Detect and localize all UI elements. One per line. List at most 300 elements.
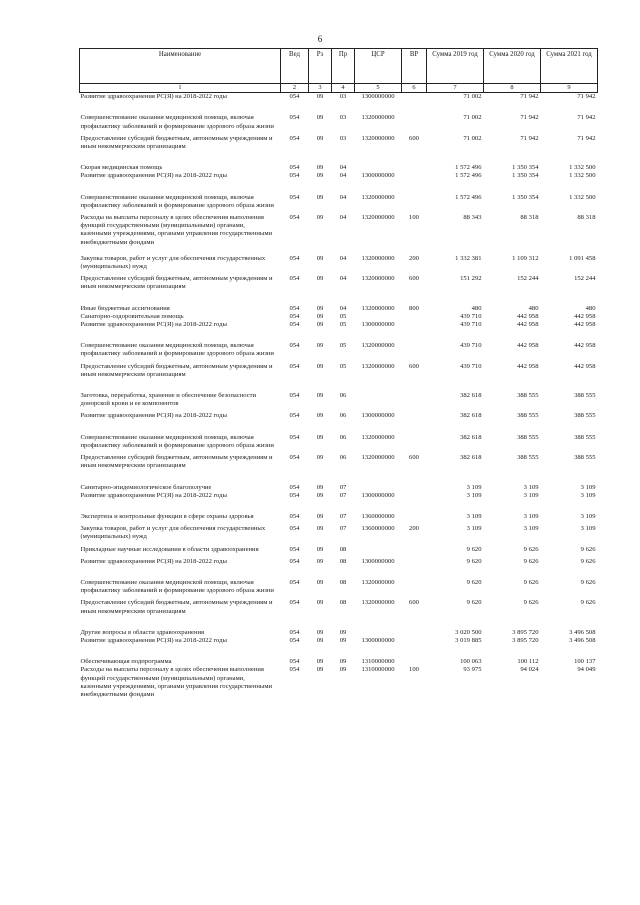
row-rz: 09 [316,636,324,644]
row-name: Предоставление субсидий бюджетным, автономным учреждениям и иным некоммерческим организациям [80,134,273,151]
table-row [80,513,598,525]
row-vr: 200 [409,525,419,533]
row-vr [402,629,427,637]
row-ved: 054 [289,93,300,101]
table-row [80,255,598,275]
row-sum-2020: 152 244 [517,275,539,283]
row-sum-2019: 382 618 [460,392,482,400]
row-sum-2020: 94 024 [520,666,539,674]
row-sum-2019: 100 063 [460,658,482,666]
row-ved: 054 [289,275,300,283]
row-sum-2019: 1 572 496 [455,193,482,201]
row-rz: 09 [316,545,324,553]
column-number: 8 [484,84,541,93]
row-ved: 054 [289,392,300,400]
header-pr: Пр [332,49,355,84]
row-sum-2021: 388 555 [574,433,596,441]
table-row [80,599,598,628]
row-rz: 09 [316,412,324,420]
row-csr [355,392,402,412]
row-vr [402,412,427,433]
row-sum-2020: 442 958 [517,362,539,370]
row-name: Заготовка, переработка, хранение и обеспечение безопасности донорской крови и ее компонентов [80,392,257,408]
row-pr: 04 [339,304,347,312]
header-rz: Рз [309,49,332,84]
row-vr [402,492,427,513]
table-row [80,629,598,637]
row-sum-2020: 480 [528,304,539,312]
row-vr [402,434,427,454]
row-name: Совершенствование оказания медицинской помощи, включая профилактику заболеваний и формирование здорового образа жизни [80,578,274,595]
row-sum-2020: 88 318 [520,214,539,222]
row-sum-2021: 71 942 [577,93,596,101]
row-csr: 1320000000 [361,275,395,283]
row-name: Совершенствование оказания медицинской помощи, включая профилактику заболеваний и формирование здорового образа жизни [80,114,274,130]
row-sum-2021: 100 137 [574,658,596,666]
row-rz: 09 [316,304,324,312]
row-sum-2021: 9 626 [580,557,596,565]
row-name: Предоставление субсидий бюджетным, автономным учреждениям и иным некоммерческим организациям [80,454,273,470]
row-sum-2021: 9 626 [580,545,596,553]
row-vr [402,558,427,579]
row-sum-2019: 88 343 [463,214,482,222]
row-rz: 09 [316,93,324,101]
row-sum-2021: 1 091 458 [569,254,596,262]
row-rz: 09 [316,193,324,201]
row-ved: 054 [289,342,300,350]
row-rz: 09 [316,599,324,607]
row-sum-2019: 439 710 [460,321,482,329]
table-row [80,321,598,342]
row-sum-2019: 9 620 [466,545,482,553]
row-sum-2021: 3 109 [580,512,596,520]
row-pr: 04 [339,275,347,283]
row-sum-2020: 442 958 [517,312,539,320]
row-sum-2021: 388 555 [574,412,596,420]
table-row [80,434,598,454]
table-row [80,579,598,599]
row-rz: 09 [316,433,324,441]
row-sum-2020: 1 350 354 [512,172,539,180]
row-sum-2019: 3 019 885 [455,636,482,644]
row-rz: 09 [316,321,324,329]
row-sum-2021: 9 626 [580,578,596,586]
row-name: Расходы на выплаты персоналу в целях обеспечения выполнения функций государственными (муниципальными) органами, казенными учреждениями, органами управления государственными внебюджетными фондами [80,666,273,698]
table-row [80,214,598,255]
row-csr [355,164,402,172]
header-csr: ЦСР [355,49,402,84]
row-vr: 600 [409,599,419,607]
table-row [80,492,598,513]
row-name: Предоставление субсидий бюджетным, автономным учреждениям и иным некоммерческим организациям [80,599,273,615]
row-pr: 07 [339,483,347,491]
row-sum-2020: 1 350 354 [512,193,539,201]
row-csr: 1360000000 [361,525,395,533]
row-vr [402,637,427,658]
table-row [80,164,598,172]
row-sum-2020: 388 555 [517,392,539,400]
row-name: Развитие здравоохранения РС(Я) на 2018-2022 годы [80,321,227,329]
row-vr [402,313,427,321]
row-name: Закупка товаров, работ и услуг для обеспечения государственных (муниципальных) нужд [80,254,266,271]
row-sum-2020: 3 109 [523,525,539,533]
row-csr: 1300000000 [361,172,395,180]
table-row [80,363,598,392]
row-pr: 06 [339,412,347,420]
row-ved: 054 [289,164,300,172]
row-sum-2021: 3 109 [580,525,596,533]
row-csr: 1320000000 [361,362,395,370]
row-sum-2020: 442 958 [517,342,539,350]
row-pr: 04 [339,254,347,262]
row-pr: 05 [339,362,347,370]
row-sum-2019: 1 572 496 [455,172,482,180]
row-vr: 600 [409,275,419,283]
row-sum-2020: 388 555 [517,454,539,462]
row-rz: 09 [316,666,324,674]
row-name: Развитие здравоохранения РС(Я) на 2018-2022 годы [80,172,227,180]
table-row [80,172,598,193]
table-row [80,412,598,433]
row-sum-2021: 442 958 [574,321,596,329]
row-sum-2020: 388 555 [517,412,539,420]
header-ved: Вед [281,49,309,84]
row-ved: 054 [289,412,300,420]
row-vr [402,164,427,172]
column-number: 4 [332,84,355,93]
row-pr: 09 [339,658,347,666]
row-ved: 054 [289,512,300,520]
column-number-row [80,84,598,93]
row-ved: 054 [289,304,300,312]
row-ved: 054 [289,312,300,320]
row-pr: 03 [339,93,347,101]
row-sum-2020: 71 942 [520,114,539,122]
row-sum-2021: 3 496 508 [569,628,596,636]
row-pr: 05 [339,312,347,320]
row-sum-2021: 480 [585,304,596,312]
row-rz: 09 [316,214,324,222]
row-name: Экспертиза и контрольные функции в сфере охраны здоровья [80,512,254,520]
row-ved: 054 [289,362,300,370]
row-name: Развитие здравоохранения РС(Я) на 2018-2022 годы [80,636,227,644]
row-csr: 1320000000 [361,214,395,222]
row-vr [402,392,427,412]
row-ved: 054 [289,636,300,644]
row-pr: 07 [339,512,347,520]
row-name: Другие вопросы в области здравоохранения [80,628,205,636]
row-rz: 09 [316,362,324,370]
row-name: Закупка товаров, работ и услуг для обеспечения государственных (муниципальных) нужд [80,525,266,541]
row-name: Развитие здравоохранения РС(Я) на 2018-2022 годы [80,491,227,499]
row-ved: 054 [289,666,300,674]
row-ved: 054 [289,214,300,222]
row-pr: 09 [339,636,347,644]
row-rz: 09 [316,342,324,350]
row-pr: 06 [339,392,347,400]
row-sum-2019: 439 710 [460,312,482,320]
row-sum-2020: 3 109 [523,491,539,499]
row-sum-2021: 442 958 [574,342,596,350]
row-pr: 08 [339,557,347,565]
row-csr: 1320000000 [361,134,395,142]
row-sum-2019: 71 002 [463,114,482,122]
row-pr: 08 [339,545,347,553]
row-csr: 1320000000 [361,454,395,462]
row-sum-2019: 382 618 [460,412,482,420]
row-name: Обеспечивающая подпрограмма [80,658,172,666]
row-vr [402,342,427,362]
row-rz: 09 [316,392,324,400]
row-ved: 054 [289,433,300,441]
header-sum-2021: Сумма 2021 год [541,49,598,84]
row-pr: 04 [339,214,347,222]
row-csr [355,546,402,558]
row-sum-2019: 9 620 [466,557,482,565]
row-name: Расходы на выплаты персоналу в целях обеспечения выполнения функций государственными (муниципальными) органами, казенными учреждениями, органами управления государственными внебюджетными фондами [80,214,273,246]
row-sum-2020: 388 555 [517,433,539,441]
row-vr: 100 [409,666,419,674]
row-name: Скорая медицинская помощь [80,164,163,172]
table-row [80,658,598,666]
table-row [80,114,598,134]
table-row [80,454,598,483]
row-rz: 09 [316,254,324,262]
row-sum-2021: 71 942 [577,114,596,122]
row-sum-2019: 439 710 [460,342,482,350]
row-sum-2021: 388 555 [574,454,596,462]
row-ved: 054 [289,628,300,636]
row-name: Предоставление субсидий бюджетным, автономным учреждениям и иным некоммерческим организациям [80,275,273,291]
header-name: Наименование [80,49,281,84]
row-sum-2019: 1 572 496 [455,164,482,172]
row-vr [402,172,427,193]
column-number: 6 [402,84,427,93]
row-ved: 054 [289,114,300,122]
row-sum-2021: 152 244 [574,275,596,283]
row-sum-2019: 3 109 [466,491,482,499]
row-pr: 06 [339,454,347,462]
row-ved: 054 [289,525,300,533]
row-csr: 1320000000 [361,599,395,607]
row-ved: 054 [289,578,300,586]
row-csr: 1310000000 [361,666,395,674]
row-sum-2019: 93 975 [463,666,482,674]
row-pr: 07 [339,491,347,499]
row-sum-2019: 71 002 [463,134,482,142]
table-row [80,546,598,558]
row-rz: 09 [316,512,324,520]
row-sum-2020: 3 895 720 [512,628,539,636]
row-sum-2021: 388 555 [574,392,596,400]
table-row [80,525,598,545]
row-ved: 054 [289,193,300,201]
row-pr: 08 [339,578,347,586]
row-csr: 1300000000 [361,557,395,565]
row-sum-2021: 1 332 500 [569,164,596,172]
row-sum-2020: 71 942 [520,93,539,101]
table-header-row [80,49,598,84]
row-rz: 09 [316,172,324,180]
row-csr: 1300000000 [361,636,395,644]
row-pr: 07 [339,525,347,533]
column-number: 7 [427,84,484,93]
row-sum-2019: 151 292 [460,275,482,283]
row-pr: 06 [339,433,347,441]
row-sum-2020: 3 895 720 [512,636,539,644]
row-sum-2021: 1 332 500 [569,193,596,201]
row-csr: 1320000000 [361,254,395,262]
row-csr: 1320000000 [361,433,395,441]
table-row [80,194,598,214]
row-csr: 1320000000 [361,114,395,122]
row-vr: 100 [409,214,419,222]
row-csr [355,484,402,492]
row-vr [402,114,427,134]
row-name: Прикладные научные исследования в области здравоохранения [80,545,259,553]
row-vr: 600 [409,134,419,142]
row-sum-2020: 9 626 [523,599,539,607]
header-sum-2020: Сумма 2020 год [484,49,541,84]
row-pr: 05 [339,342,347,350]
row-rz: 09 [316,578,324,586]
column-number: 3 [309,84,332,93]
row-vr [402,546,427,558]
table-row [80,666,598,699]
table-body [80,93,598,699]
row-vr: 800 [409,304,419,312]
row-csr [355,629,402,637]
row-sum-2020: 3 109 [523,512,539,520]
row-sum-2020: 100 112 [517,658,539,666]
row-sum-2019: 71 002 [463,93,482,101]
page-number: 6 [317,34,323,44]
row-rz: 09 [316,312,324,320]
row-sum-2020: 71 942 [520,134,539,142]
row-pr: 09 [339,628,347,636]
table-row [80,305,598,313]
table-row [80,637,598,658]
budget-table [79,48,598,699]
header-sum-2019: Сумма 2019 год [427,49,484,84]
row-sum-2021: 1 332 500 [569,172,596,180]
row-ved: 054 [289,557,300,565]
row-sum-2021: 9 626 [580,599,596,607]
row-sum-2020: 1 109 312 [512,254,539,262]
row-sum-2019: 9 620 [466,599,482,607]
row-sum-2019: 439 710 [460,362,482,370]
row-pr: 04 [339,193,347,201]
row-sum-2020: 9 626 [523,578,539,586]
row-name: Предоставление субсидий бюджетным, автономным учреждениям и иным некоммерческим организациям [80,362,273,378]
row-pr: 09 [339,666,347,674]
row-sum-2020: 9 626 [523,545,539,553]
row-rz: 09 [316,491,324,499]
row-vr: 200 [409,254,419,262]
row-name: Санитарно-эпидемиологическое благополучие [80,483,212,491]
column-number: 2 [281,84,309,93]
row-rz: 09 [316,275,324,283]
row-name: Иные бюджетные ассигнования [80,304,170,312]
column-number: 5 [355,84,402,93]
column-number: 1 [80,84,281,93]
row-csr: 1320000000 [361,304,395,312]
row-ved: 054 [289,599,300,607]
column-number: 9 [541,84,598,93]
row-ved: 054 [289,321,300,329]
row-sum-2021: 88 318 [577,214,596,222]
table-row [80,275,598,304]
row-vr [402,321,427,342]
row-sum-2019: 480 [471,304,482,312]
row-sum-2021: 94 049 [577,666,596,674]
row-pr: 05 [339,321,347,329]
row-ved: 054 [289,658,300,666]
table-row [80,484,598,492]
row-ved: 054 [289,545,300,553]
row-sum-2019: 3 109 [466,512,482,520]
row-vr [402,513,427,525]
row-csr [355,313,402,321]
row-sum-2019: 382 618 [460,433,482,441]
row-sum-2021: 71 942 [577,134,596,142]
row-pr: 04 [339,172,347,180]
table-row [80,558,598,579]
row-vr: 600 [409,454,419,462]
row-csr: 1320000000 [361,342,395,350]
row-sum-2020: 3 109 [523,483,539,491]
row-sum-2019: 382 618 [460,454,482,462]
row-rz: 09 [316,483,324,491]
row-rz: 09 [316,454,324,462]
row-pr: 08 [339,599,347,607]
row-sum-2021: 3 109 [580,491,596,499]
row-sum-2021: 442 958 [574,312,596,320]
row-rz: 09 [316,134,324,142]
row-ved: 054 [289,172,300,180]
row-sum-2021: 3 109 [580,483,596,491]
row-sum-2019: 1 332 381 [455,254,482,262]
row-vr [402,579,427,599]
row-sum-2019: 3 020 500 [455,628,482,636]
row-vr [402,484,427,492]
row-csr: 1300000000 [361,491,395,499]
row-sum-2020: 9 626 [523,557,539,565]
table-row [80,135,598,164]
row-csr: 1310000000 [361,658,395,666]
row-vr [402,658,427,666]
row-csr: 1360000000 [361,512,395,520]
row-rz: 09 [316,164,324,172]
row-rz: 09 [316,525,324,533]
row-name: Развитие здравоохранения РС(Я) на 2018-2022 годы [80,93,227,101]
row-name: Развитие здравоохранения РС(Я) на 2018-2022 годы [80,412,227,420]
table-row [80,313,598,321]
row-ved: 054 [289,134,300,142]
row-name: Совершенствование оказания медицинской помощи, включая профилактику заболеваний и формирование здорового образа жизни [80,193,274,209]
row-rz: 09 [316,628,324,636]
table-row [80,342,598,362]
row-ved: 054 [289,454,300,462]
table-row [80,93,598,115]
row-csr: 1300000000 [361,412,395,420]
row-csr: 1300000000 [361,321,395,329]
row-vr [402,194,427,214]
row-vr: 600 [409,362,419,370]
row-name: Совершенствование оказания медицинской помощи, включая профилактику заболеваний и формирование здорового образа жизни [80,342,274,358]
row-sum-2019: 3 109 [466,525,482,533]
row-csr: 1300000000 [361,93,395,101]
